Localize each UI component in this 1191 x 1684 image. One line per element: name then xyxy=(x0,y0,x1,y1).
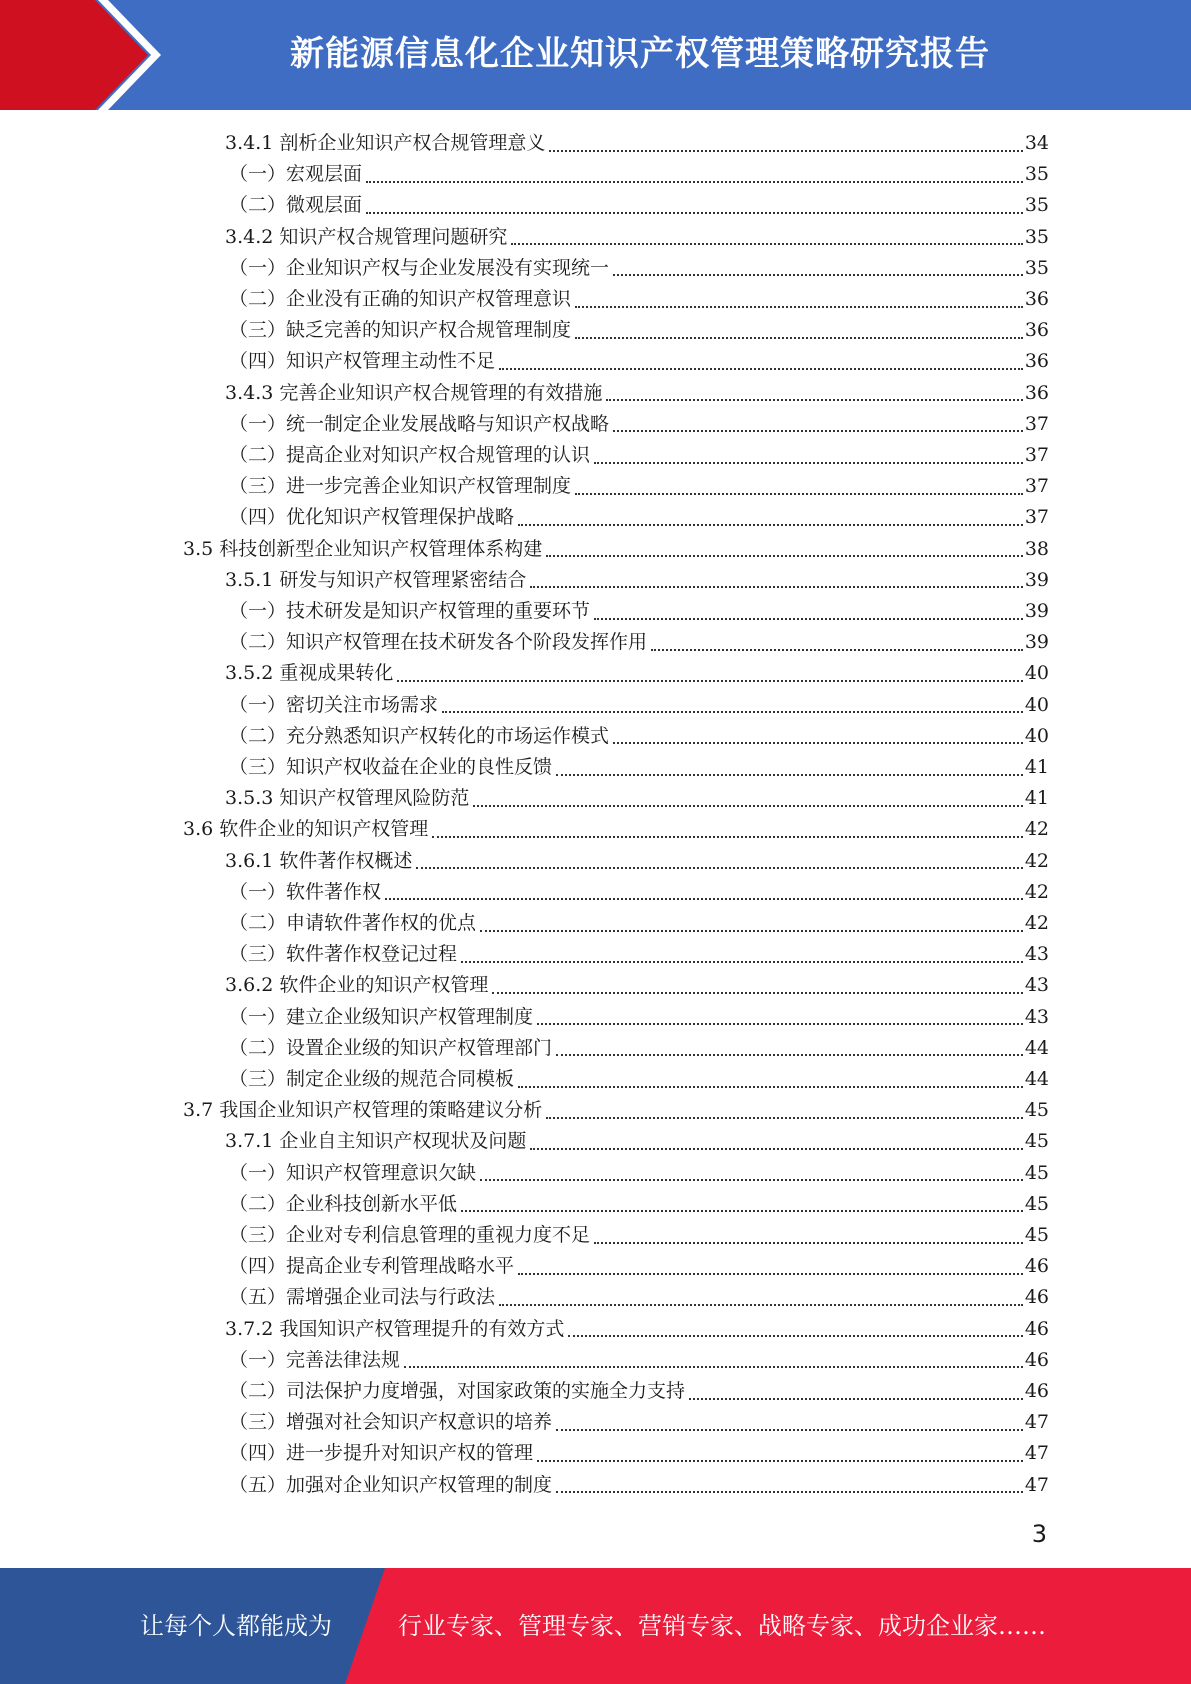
toc-entry-page: 44 xyxy=(1024,1068,1049,1090)
toc-entry-page: 40 xyxy=(1024,724,1049,747)
toc-dot-leader xyxy=(404,1366,1023,1368)
toc-entry-page: 47 xyxy=(1024,1442,1049,1465)
toc-entry[interactable] xyxy=(229,627,1049,658)
toc-entry-page: 36 xyxy=(1024,288,1049,310)
toc-entry-label: （五）需增强企业司法与行政法 xyxy=(229,1286,496,1309)
toc-dot-leader xyxy=(546,1117,1023,1119)
toc-entry-page: 36 xyxy=(1024,350,1049,373)
toc-entry-label: （四）提高企业专利管理战略水平 xyxy=(229,1255,515,1278)
toc-entry-label: （一）知识产权管理意识欠缺 xyxy=(229,1161,477,1184)
toc-entry-label: （二）提高企业对知识产权合规管理的认识 xyxy=(229,444,591,466)
toc-entry[interactable] xyxy=(183,534,1049,565)
footer-slogan-left: 让每个人都能成为 xyxy=(140,1612,332,1640)
toc-dot-leader xyxy=(575,337,1023,339)
toc-entry-page: 37 xyxy=(1024,506,1049,529)
toc-dot-leader xyxy=(385,898,1023,900)
toc-entry[interactable] xyxy=(183,1095,1049,1126)
toc-entry-page: 41 xyxy=(1024,756,1049,778)
toc-dot-leader xyxy=(499,368,1023,370)
toc-entry-label: （一）软件著作权 xyxy=(229,880,382,903)
toc-entry-page: 45 xyxy=(1024,1224,1049,1246)
toc-entry-label: 3.5.2 重视成果转化 xyxy=(225,662,394,685)
toc-dot-leader xyxy=(397,680,1022,682)
toc-entry-page: 38 xyxy=(1024,537,1049,560)
toc-entry[interactable] xyxy=(229,1345,1049,1376)
toc-entry[interactable] xyxy=(183,814,1049,845)
toc-entry-label: 3.5.3 知识产权管理风险防范 xyxy=(225,787,470,810)
toc-entry-label: （二）微观层面 xyxy=(229,194,363,217)
toc-entry-label: （三）进一步完善企业知识产权管理制度 xyxy=(229,475,572,498)
toc-entry-page: 46 xyxy=(1024,1255,1049,1278)
toc-dot-leader xyxy=(613,274,1023,276)
toc-entry-label: （三）增强对社会知识产权意识的培养 xyxy=(229,1411,553,1434)
toc-entry-page: 35 xyxy=(1024,194,1049,217)
toc-entry-label: （二）设置企业级的知识产权管理部门 xyxy=(229,1036,553,1059)
toc-dot-leader xyxy=(473,805,1022,807)
toc-entry-page: 46 xyxy=(1024,1348,1049,1371)
toc-entry[interactable] xyxy=(225,1126,1049,1157)
toc-entry-page: 35 xyxy=(1024,225,1049,248)
toc-entry-page: 42 xyxy=(1024,912,1049,934)
toc-dot-leader xyxy=(461,961,1023,963)
toc-entry-label: （三）缺乏完善的知识产权合规管理制度 xyxy=(229,319,572,342)
toc-entry-page: 37 xyxy=(1024,412,1049,435)
toc-dot-leader xyxy=(613,742,1023,744)
toc-dot-leader xyxy=(518,1273,1023,1275)
toc-entry[interactable] xyxy=(229,939,1049,970)
toc-entry-page: 40 xyxy=(1024,693,1049,716)
toc-dot-leader xyxy=(594,462,1023,464)
toc-dot-leader xyxy=(594,1242,1023,1244)
header-red-chevron xyxy=(0,0,148,110)
toc-dot-leader xyxy=(518,524,1023,526)
toc-entry-page: 44 xyxy=(1024,1036,1049,1059)
toc-entry[interactable] xyxy=(229,1189,1049,1220)
toc-entry-page: 42 xyxy=(1024,880,1049,903)
footer-banner xyxy=(0,1568,1191,1684)
toc-entry-page: 46 xyxy=(1024,1317,1049,1340)
toc-entry[interactable] xyxy=(225,658,1049,689)
toc-entry-page: 39 xyxy=(1024,600,1049,622)
toc-entry-label: （四）进一步提升对知识产权的管理 xyxy=(229,1442,534,1465)
toc-entry-label: （一）企业知识产权与企业发展没有实现统一 xyxy=(229,256,610,279)
toc-entry[interactable] xyxy=(225,378,1049,409)
toc-entry-page: 36 xyxy=(1024,319,1049,342)
toc-entry[interactable] xyxy=(229,284,1049,315)
toc-entry[interactable] xyxy=(225,846,1049,877)
toc-entry-label: 3.6.1 软件著作权概述 xyxy=(225,849,413,872)
toc-entry[interactable] xyxy=(229,1002,1049,1033)
toc-entry[interactable] xyxy=(229,1158,1049,1189)
toc-dot-leader xyxy=(499,1304,1023,1306)
toc-entry[interactable] xyxy=(229,596,1049,627)
toc-entry-label: （二）企业没有正确的知识产权管理意识 xyxy=(229,288,572,310)
toc-entry-page: 42 xyxy=(1024,849,1049,872)
toc-dot-leader xyxy=(556,1491,1023,1493)
toc-entry-label: （二）充分熟悉知识产权转化的市场运作模式 xyxy=(229,724,610,747)
toc-entry-label: （一）统一制定企业发展战略与知识产权战略 xyxy=(229,412,610,435)
toc-entry-page: 45 xyxy=(1024,1192,1049,1215)
toc-dot-leader xyxy=(546,555,1023,557)
toc-entry-page: 37 xyxy=(1024,475,1049,498)
toc-dot-leader xyxy=(530,1148,1022,1150)
toc-entry[interactable] xyxy=(229,908,1049,939)
toc-entry[interactable] xyxy=(229,877,1049,908)
toc-entry[interactable] xyxy=(229,190,1049,221)
toc-entry[interactable] xyxy=(229,1220,1049,1251)
toc-entry[interactable] xyxy=(229,752,1049,783)
toc-entry-page: 46 xyxy=(1024,1286,1049,1309)
toc-entry-page: 35 xyxy=(1024,163,1049,186)
toc-entry-label: （五）加强对企业知识产权管理的制度 xyxy=(229,1473,553,1496)
toc-dot-leader xyxy=(651,649,1023,651)
toc-entry-label: （一）完善法律法规 xyxy=(229,1348,401,1371)
toc-entry-label: 3.7 我国企业知识产权管理的策略建议分析 xyxy=(183,1099,543,1122)
toc-entry-label: （三）知识产权收益在企业的良性反馈 xyxy=(229,756,553,778)
toc-entry-label: 3.4.3 完善企业知识产权合规管理的有效措施 xyxy=(225,381,603,404)
toc-entry[interactable] xyxy=(229,159,1049,190)
toc-entry-page: 39 xyxy=(1024,631,1049,654)
toc-entry-label: （三）软件著作权登记过程 xyxy=(229,943,458,966)
toc-entry-page: 43 xyxy=(1024,1005,1049,1028)
toc-entry-page: 37 xyxy=(1024,444,1049,466)
toc-entry[interactable] xyxy=(229,1376,1049,1407)
toc-entry[interactable] xyxy=(225,970,1049,1001)
toc-entry[interactable] xyxy=(229,315,1049,346)
toc-entry-label: 3.4.2 知识产权合规管理问题研究 xyxy=(225,225,508,248)
toc-dot-leader xyxy=(575,493,1023,495)
toc-entry[interactable] xyxy=(225,1314,1049,1345)
toc-entry[interactable] xyxy=(229,253,1049,284)
toc-dot-leader xyxy=(575,306,1023,308)
header-banner xyxy=(0,0,1191,110)
toc-dot-leader xyxy=(416,867,1022,869)
toc-entry-label: 3.4.1 剖析企业知识产权合规管理意义 xyxy=(225,132,546,154)
toc-dot-leader xyxy=(461,1210,1023,1212)
toc-entry-page: 47 xyxy=(1024,1411,1049,1434)
toc-dot-leader xyxy=(556,1429,1023,1431)
toc-dot-leader xyxy=(480,930,1023,932)
page-number: 3 xyxy=(1031,1520,1047,1548)
toc-entry[interactable] xyxy=(229,1407,1049,1438)
toc-dot-leader xyxy=(530,586,1022,588)
toc-entry-page: 35 xyxy=(1024,256,1049,279)
toc-entry[interactable] xyxy=(229,346,1049,377)
toc-entry-page: 45 xyxy=(1024,1130,1049,1153)
toc-entry[interactable] xyxy=(225,783,1049,814)
toc-dot-leader xyxy=(518,1086,1023,1088)
toc-entry-label: 3.5.1 研发与知识产权管理紧密结合 xyxy=(225,568,527,591)
toc-entry[interactable] xyxy=(229,1282,1049,1313)
footer-slogan-right: 行业专家、管理专家、营销专家、战略专家、成功企业家…… xyxy=(398,1612,1046,1640)
toc-dot-leader xyxy=(366,212,1023,214)
toc-entry-label: （一）宏观层面 xyxy=(229,163,363,186)
toc-entry-page: 41 xyxy=(1024,787,1049,810)
toc-entry-label: （四）优化知识产权管理保护战略 xyxy=(229,506,515,529)
toc-dot-leader xyxy=(613,430,1023,432)
toc-entry-label: （一）建立企业级知识产权管理制度 xyxy=(229,1005,534,1028)
toc-entry-page: 34 xyxy=(1024,132,1049,154)
toc-dot-leader xyxy=(549,150,1022,152)
toc-dot-leader xyxy=(492,992,1022,994)
toc-entry[interactable] xyxy=(229,1033,1049,1064)
toc-entry-label: （三）企业对专利信息管理的重视力度不足 xyxy=(229,1224,591,1246)
toc-entry[interactable] xyxy=(225,128,1049,159)
toc-dot-leader xyxy=(480,1179,1023,1181)
toc-entry-page: 47 xyxy=(1024,1473,1049,1496)
toc-entry-label: 3.6 软件企业的知识产权管理 xyxy=(183,818,429,841)
toc-entry-page: 46 xyxy=(1024,1380,1049,1402)
toc-dot-leader xyxy=(556,1054,1023,1056)
toc-dot-leader xyxy=(606,399,1022,401)
toc-entry-label: （一）密切关注市场需求 xyxy=(229,693,439,716)
toc-entry-label: （二）司法保护力度增强，对国家政策的实施全力支持 xyxy=(229,1380,686,1402)
toc-entry-page: 43 xyxy=(1024,943,1049,966)
toc-entry-page: 39 xyxy=(1024,568,1049,591)
toc-dot-leader xyxy=(568,1335,1022,1337)
toc-entry-label: （四）知识产权管理主动性不足 xyxy=(229,350,496,373)
toc-entry-label: 3.7.1 企业自主知识产权现状及问题 xyxy=(225,1130,527,1153)
toc-dot-leader xyxy=(511,243,1022,245)
toc-entry-page: 45 xyxy=(1024,1161,1049,1184)
toc-entry-label: （三）制定企业级的规范合同模板 xyxy=(229,1068,515,1090)
toc-entry[interactable] xyxy=(225,565,1049,596)
toc-dot-leader xyxy=(442,711,1023,713)
toc-entry[interactable] xyxy=(229,1438,1049,1469)
toc-entry[interactable] xyxy=(229,721,1049,752)
toc-entry[interactable] xyxy=(229,1064,1049,1095)
toc-entry-label: （二）知识产权管理在技术研发各个阶段发挥作用 xyxy=(229,631,648,654)
toc-entry[interactable] xyxy=(229,1470,1049,1501)
toc-entry[interactable] xyxy=(229,471,1049,502)
toc-entry[interactable] xyxy=(229,409,1049,440)
toc-entry-label: （二）申请软件著作权的优点 xyxy=(229,912,477,934)
toc-entry-label: （二）企业科技创新水平低 xyxy=(229,1192,458,1215)
toc-dot-leader xyxy=(366,181,1023,183)
toc-entry-page: 43 xyxy=(1024,974,1049,997)
toc-entry-label: 3.5 科技创新型企业知识产权管理体系构建 xyxy=(183,537,543,560)
toc-entry-page: 36 xyxy=(1024,381,1049,404)
toc-dot-leader xyxy=(537,1023,1023,1025)
toc-dot-leader xyxy=(537,1460,1023,1462)
toc-entry[interactable] xyxy=(229,502,1049,533)
toc-entry-page: 45 xyxy=(1024,1099,1049,1122)
toc-entry[interactable] xyxy=(225,222,1049,253)
toc-entry-label: 3.6.2 软件企业的知识产权管理 xyxy=(225,974,489,997)
document-title: 新能源信息化企业知识产权管理策略研究报告 xyxy=(290,34,990,74)
toc-entry-label: 3.7.2 我国知识产权管理提升的有效方式 xyxy=(225,1317,565,1340)
toc-dot-leader xyxy=(432,836,1023,838)
toc-entry[interactable] xyxy=(229,1251,1049,1282)
toc-entry-page: 40 xyxy=(1024,662,1049,685)
toc-entry-page: 42 xyxy=(1024,818,1049,841)
toc-dot-leader xyxy=(556,774,1023,776)
toc-entry-label: （一）技术研发是知识产权管理的重要环节 xyxy=(229,600,591,622)
toc-dot-leader xyxy=(689,1398,1023,1400)
toc-entry[interactable] xyxy=(229,690,1049,721)
toc-dot-leader xyxy=(594,618,1023,620)
toc-entry[interactable] xyxy=(229,440,1049,471)
